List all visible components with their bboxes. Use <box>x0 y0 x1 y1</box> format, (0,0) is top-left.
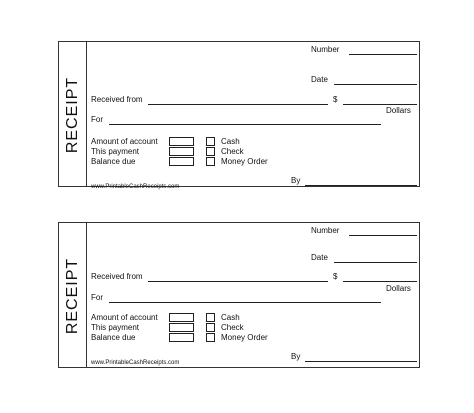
dollar-sign: $ <box>333 272 338 281</box>
check-checkbox[interactable] <box>206 323 215 332</box>
received-from-field[interactable] <box>148 104 328 105</box>
received-from-field[interactable] <box>148 281 328 282</box>
this-payment-label: This payment <box>91 147 140 156</box>
website-text: www.PrintableCashReceipts.com <box>91 360 180 366</box>
by-label: By <box>291 352 301 361</box>
by-label: By <box>291 176 301 185</box>
received-from-label: Received from <box>91 272 143 281</box>
receipt-side-panel <box>59 42 87 186</box>
this-payment-box[interactable] <box>169 323 194 332</box>
cash-checkbox[interactable] <box>206 313 215 322</box>
number-label: Number <box>311 226 340 235</box>
cash-label: Cash <box>221 137 240 146</box>
balance-due-box[interactable] <box>169 333 194 342</box>
amount-field[interactable] <box>343 281 417 282</box>
balance-due-box[interactable] <box>169 157 194 166</box>
number-label: Number <box>311 45 340 54</box>
number-field[interactable] <box>349 54 417 55</box>
amount-of-account-label: Amount of account <box>91 137 158 146</box>
for-label: For <box>91 115 103 124</box>
balance-due-label: Balance due <box>91 333 136 342</box>
date-field[interactable] <box>334 262 417 263</box>
received-from-label: Received from <box>91 95 143 104</box>
website-text: www.PrintableCashReceipts.com <box>91 184 180 190</box>
money-order-label: Money Order <box>221 157 268 166</box>
receipt-title: RECEIPT <box>64 257 81 335</box>
money-order-checkbox[interactable] <box>206 333 215 342</box>
money-order-checkbox[interactable] <box>206 157 215 166</box>
check-label: Check <box>221 147 244 156</box>
date-field[interactable] <box>334 84 417 85</box>
date-label: Date <box>311 253 328 262</box>
cash-checkbox[interactable] <box>206 137 215 146</box>
dollars-label: Dollars <box>386 284 411 293</box>
signature-field[interactable] <box>305 361 417 362</box>
amount-field[interactable] <box>343 104 417 105</box>
dollar-sign: $ <box>333 95 338 104</box>
amount-of-account-box[interactable] <box>169 137 194 146</box>
dollars-label: Dollars <box>386 106 411 115</box>
balance-due-label: Balance due <box>91 157 136 166</box>
this-payment-box[interactable] <box>169 147 194 156</box>
for-field[interactable] <box>109 124 381 125</box>
signature-field[interactable] <box>305 185 417 186</box>
receipt-form <box>58 222 420 368</box>
for-label: For <box>91 293 103 302</box>
amount-of-account-box[interactable] <box>169 313 194 322</box>
amount-of-account-label: Amount of account <box>91 313 158 322</box>
number-field[interactable] <box>349 235 417 236</box>
this-payment-label: This payment <box>91 323 140 332</box>
cash-label: Cash <box>221 313 240 322</box>
receipt-form <box>58 41 420 190</box>
receipt-side-panel <box>59 223 87 367</box>
check-label: Check <box>221 323 244 332</box>
receipt-title: RECEIPT <box>64 76 81 154</box>
for-field[interactable] <box>109 302 381 303</box>
date-label: Date <box>311 75 328 84</box>
check-checkbox[interactable] <box>206 147 215 156</box>
money-order-label: Money Order <box>221 333 268 342</box>
